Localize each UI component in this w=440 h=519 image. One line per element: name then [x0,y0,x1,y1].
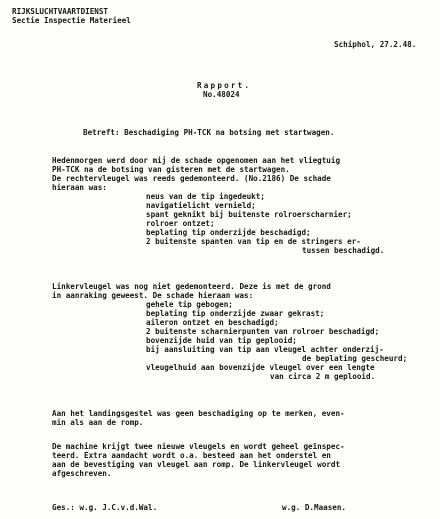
signature-right: w.g. D.Maasen. [282,503,347,512]
left-wing-damage-item: gehele tip gebogen; [146,300,233,309]
place-date: Schiphol, 27.2.48. [334,40,417,49]
paragraph-2-line: Linkervleugel was nog niet gedemonteerd. Deze is met de grond [52,282,331,291]
left-wing-damage-item: aileron ontzet en beschadigd; [146,318,279,327]
report-subject: Betreft: Beschadiging PH-TCK na botsing met startwagen. [83,128,335,137]
paragraph-1-line: Hedenmorgen werd door mij de schade opgenomen aan het vliegtuig [52,156,341,165]
left-wing-damage-item: vleugelhuid aan bovenzijde vleugel over een lengte [146,363,375,372]
paragraph-1-line: De rechtervleugel was reeds gedemonteerd. (No.2186) De schade [52,174,331,183]
paragraph-4-line: aan de bevestiging van vleugel aan romp. De linkervleugel wordt [52,460,341,469]
paragraph-1-line: PH-TCK na de botsing van gisteren met de startwagen. [52,165,290,174]
organization-section: Sectie Inspectie Materieel [12,16,131,25]
paragraph-4-line: afgeschreven. [52,469,112,478]
report-heading: Rapport. [197,81,252,90]
right-wing-damage-item: rolroer ontzet; [146,219,215,228]
organization-name: RIJKSLUCHTVAARTDIENST [12,7,109,16]
paragraph-3-line: Aan het landingsgestel was geen beschadiging op te merken, even- [52,409,345,418]
paragraph-2-line: in aanraking geweest. De schade hieraan was: [52,291,254,300]
left-wing-damage-item: bovenzijde huid van tip geplooid; [146,336,297,345]
paragraph-4-line: De machine krijgt twee nieuwe vleugels en wordt geheel geïnspec- [52,442,345,451]
right-wing-damage-item: spant geknikt bij buitenste rolroerscharnier; [146,210,352,219]
left-wing-damage-item: 2 buitenste scharnierpunten van rolroer beschadigd; [146,327,380,336]
left-wing-damage-item: de beplating gescheurd; [302,354,408,363]
paragraph-3-line: min als aan de romp. [52,418,144,427]
right-wing-damage-item: tussen beschadigd. [302,246,385,255]
right-wing-damage-item: navigatielicht vernield; [146,201,256,210]
signature-left: Ges.: w.g. J.C.v.d.Wal. [52,503,158,512]
report-number: No.48024 [203,90,240,99]
right-wing-damage-item: neus van de tip ingedeukt; [146,192,265,201]
right-wing-damage-item: 2 buitenste spanten van tip en de stringers er- [146,237,361,246]
paragraph-4-line: teerd. Extra aandacht wordt o.a. besteed aan het onderstel en [52,451,331,460]
paragraph-1-line: hieraan was: [52,183,107,192]
left-wing-damage-item: van circa 2 m geplooid. [270,372,376,381]
left-wing-damage-item: beplating tip onderzijde zwaar gekrast; [146,309,325,318]
right-wing-damage-item: beplating tip onderzijde beschadigd; [146,228,311,237]
left-wing-damage-item: bij aansluiting van tip aan vleugel achter onderzij- [146,345,384,354]
